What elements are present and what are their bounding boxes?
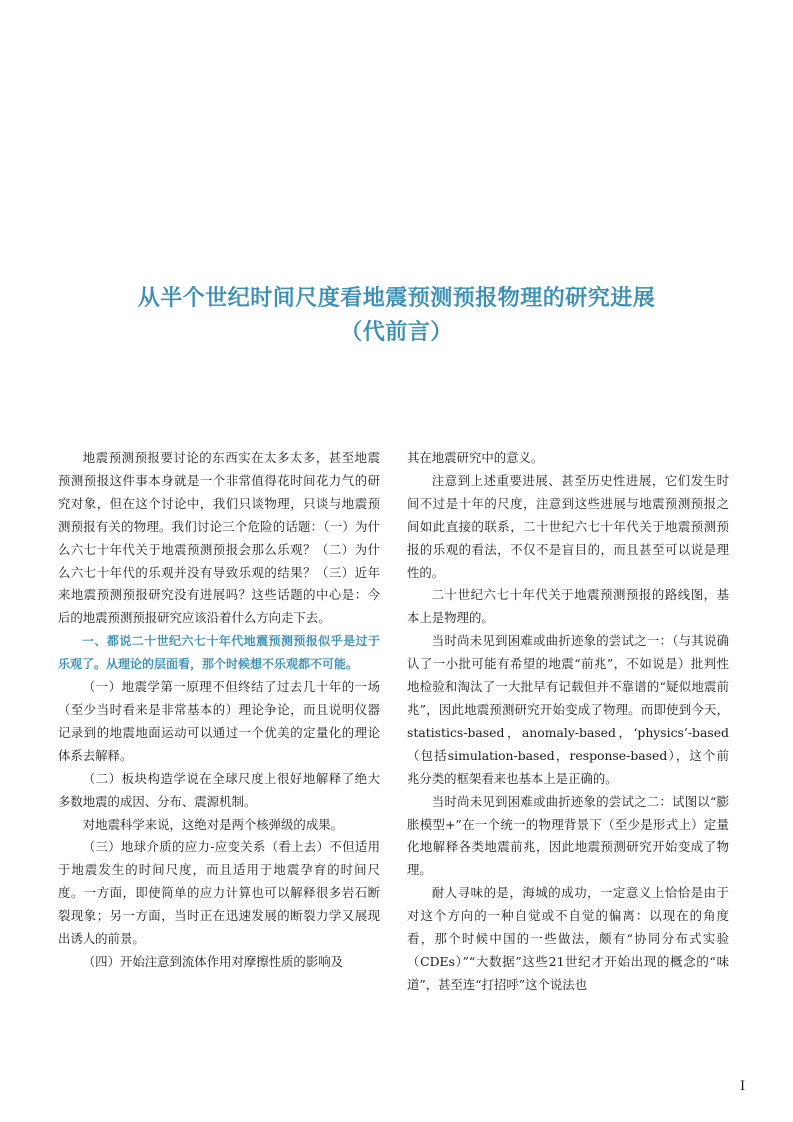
paragraph: （四）开始注意到流体作用对摩擦性质的影响及 [82,953,343,969]
paragraph: 注意到上述重要进展、甚至历史性进展，它们发生时间不过是十年的尺度，注意到这些进展与地震预测预报之间如此直接的联系，二十世纪六七十年代关于地震预测预报的乐观的看法，不仅不是盲目的，而且甚至可以说是理性的。 [407,472,729,580]
page-number: I [740,1079,746,1094]
paragraph: （三）地球介质的应力-应变关系（看上去）不但适用于地震发生的时间尺度，而且适用于地震孕育的时间尺度。一方面，即使简单的应力计算也可以解释很多岩石断裂现象；另一方面，当时正在迅速发展的断裂力学又展现出诱人的前景。 [58,839,380,947]
paragraph: （一）地震学第一原理不但终结了过去几十年的一场（至少当时看来是非常基本的）理论争论，而且说明仪器记录到的地震地面运动可以通过一个优美的定量化的理论体系去解释。 [58,679,380,763]
right-column [407,447,729,997]
paragraph: 其在地震研究中的意义。 [407,450,544,465]
paragraph: 耐人寻味的是，海城的成功，一定意义上恰恰是由于对这个方向的一种自觉或不自觉的偏离：以现在的角度看，那个时候中国的一些做法，颇有“协同分布式实验（CDEs）”“大数据”这些21世纪才开始出现的概念的“味道”，甚至连“打招呼”这个说法也 [407,885,729,992]
page-title: 从半个世纪时间尺度看地震预测预报物理的研究进展 [137,286,656,311]
page-subtitle: （代前言） [340,320,453,345]
title-block [0,282,793,350]
paragraph: 当时尚未见到困难或曲折迹象的尝试之一：（与其说确认了一小批可能有希望的地震“前兆”，不如说是）批判性地检验和淘汰了一大批早有记载但并不靠谱的“疑似地震前兆”，因此地震预测研究开始变成了物理。而即使到今天，statistics-based，anomaly-based，‘physics’-based（包括simulation-based，response-based），这个前兆分类的框架看来也基本上是正确的。 [407,633,729,786]
paragraph: 地震预测预报要讨论的东西实在太多太多，甚至地震预测预报这件事本身就是一个非常值得花时间花力气的研究对象，但在这个讨论中，我们只谈物理，只谈与地震预测预报有关的物理。我们讨论三个危险的话题：（一）为什么六七十年代关于地震预测预报会那么乐观？（二）为什么六七十年代的乐观并没有导致乐观的结果？（三）近年来地震预测预报研究没有进展吗？这些话题的中心是：今后的地震预测预报研究应该沿着什么方向走下去。 [58,450,380,626]
section-heading: 一、都说二十世纪六七十年代地震预测预报似乎是过于乐观了。从理论的层面看，那个时候想不乐观都不可能。 [58,634,380,672]
paragraph: （二）板块构造学说在全球尺度上很好地解释了绝大多数地震的成因、分布、震源机制。 [58,770,380,809]
paragraph: 当时尚未见到困难或曲折迹象的尝试之二：试图以“膨胀模型+”在一个统一的物理背景下（至少是形式上）定量化地解释各类地震前兆，因此地震预测研究开始变成了物理。 [407,793,729,878]
left-column [58,447,380,974]
paragraph: 对地震科学来说，这绝对是两个核弹级的成果。 [82,816,343,832]
paragraph: 二十世纪六七十年代关于地震预测预报的路线图，基本上是物理的。 [407,587,729,626]
